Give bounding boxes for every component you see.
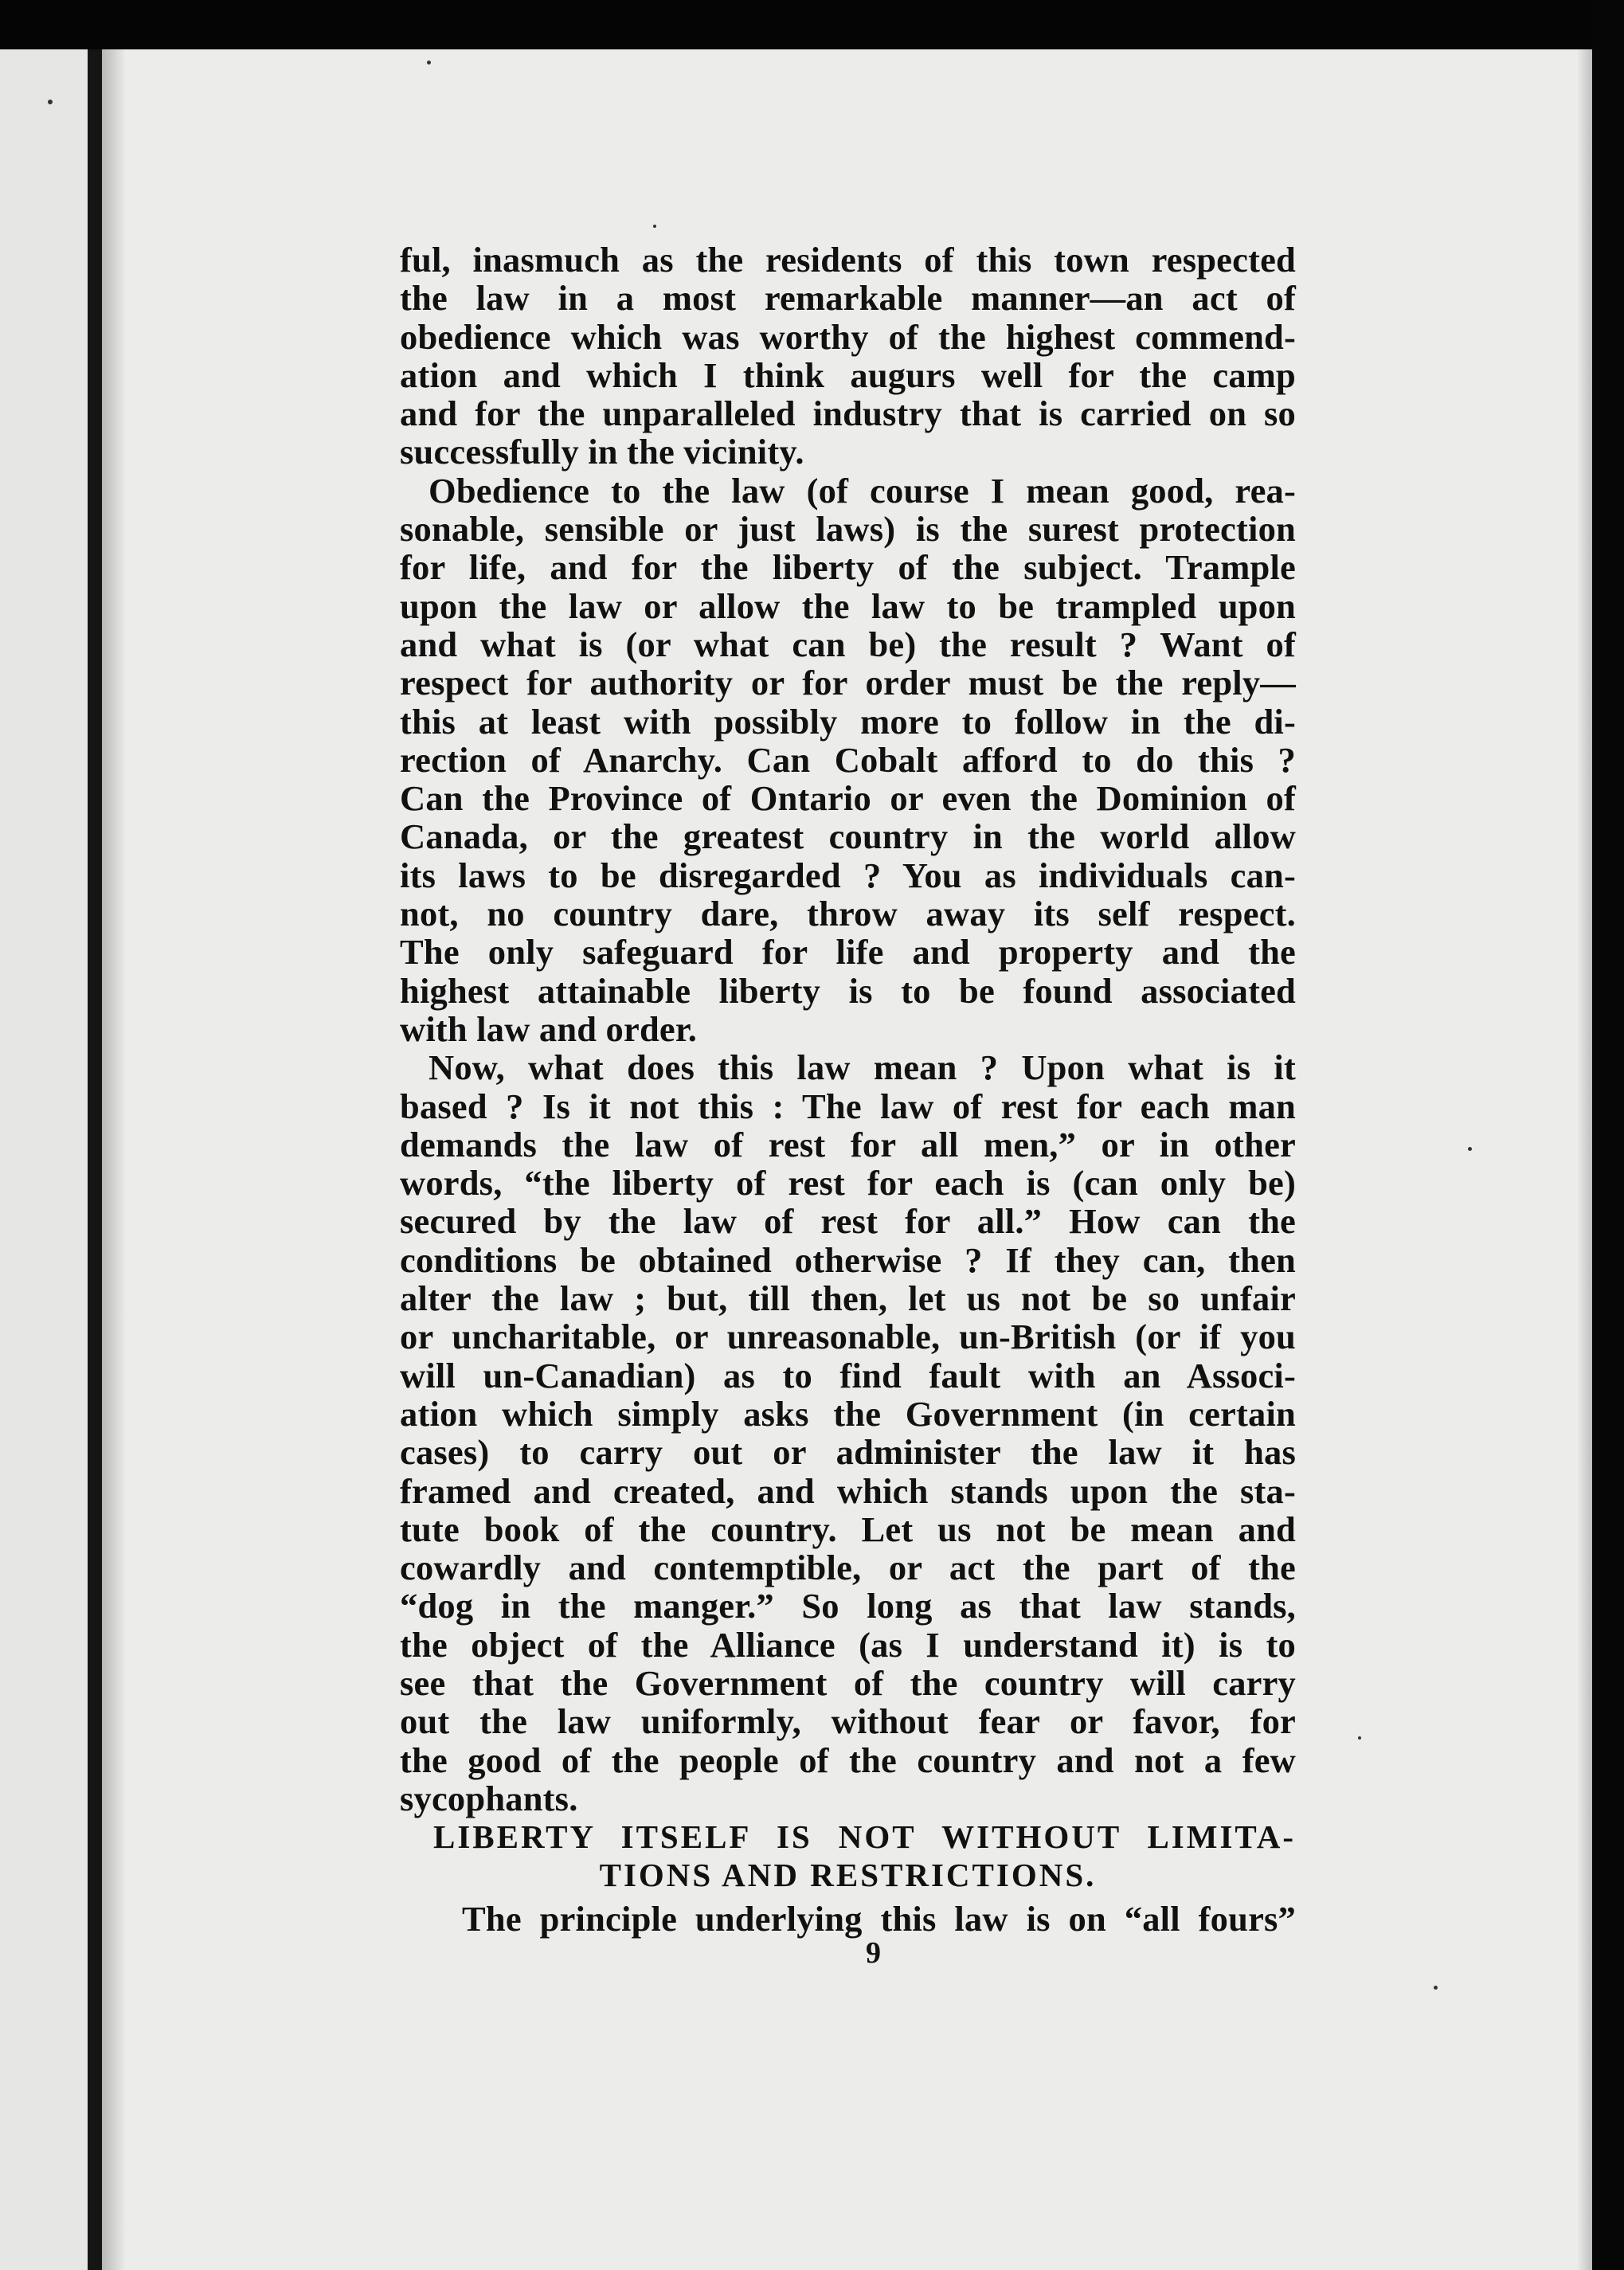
- text-line: will un-Canadian) as to find fault with an Associ-: [400, 1355, 1296, 1395]
- text-line: see that the Government of the country will carry: [400, 1662, 1296, 1703]
- text-line: for life, and for the liberty of the subject. Trample: [400, 547, 1296, 588]
- text-line: ation and which I think augurs well for the camp: [400, 354, 1296, 395]
- text-line: tute book of the country. Let us not be mean and: [400, 1509, 1296, 1549]
- text-line: ful, inasmuch as the residents of this town respected: [400, 240, 1296, 280]
- heading-line: TIONS AND RESTRICTIONS.: [599, 1857, 1097, 1894]
- speck: [1468, 1147, 1472, 1151]
- text-line: the law in a most remarkable manner—an act of: [400, 278, 1296, 319]
- speck: [427, 61, 431, 65]
- heading-line: LIBERTY ITSELF IS NOT WITHOUT LIMITA-: [433, 1818, 1296, 1856]
- text-line: successfully in the vicinity.: [400, 432, 804, 472]
- text-line: and for the unparalleled industry that is carried on so: [400, 393, 1296, 434]
- text-line: or uncharitable, or unreasonable, un-British (or if you: [400, 1317, 1296, 1357]
- text-line: demands the law of rest for all men,” or in other: [400, 1124, 1296, 1164]
- text-line: Now, what does this law mean ? Upon what is it: [429, 1047, 1296, 1088]
- paragraph-1: [400, 241, 1296, 472]
- text-line: sycophants.: [400, 1778, 578, 1818]
- text-line: highest attainable liberty is to be found associated: [400, 970, 1296, 1011]
- text-line: The principle underlying this law is on “all fours”: [462, 1898, 1296, 1939]
- text-line: framed and created, and which stands upon the sta-: [400, 1470, 1296, 1511]
- page-text: [400, 241, 1296, 1938]
- text-line: with law and order.: [400, 1008, 698, 1049]
- text-line: ation which simply asks the Government (in certain: [400, 1393, 1296, 1434]
- paragraph-2: [400, 472, 1296, 1048]
- text-line: The only safeguard for life and property and the: [400, 932, 1296, 973]
- speck: [48, 100, 53, 104]
- text-line: this at least with possibly more to follow in the di-: [400, 701, 1296, 742]
- page-number: 9: [866, 1936, 881, 1970]
- speck: [1358, 1736, 1361, 1740]
- text-line: its laws to be disregarded ? You as individuals can-: [400, 855, 1296, 895]
- page-edge-shadow: [1577, 49, 1593, 2270]
- spine-shadow: [102, 49, 126, 2270]
- text-line: cases) to carry out or administer the law it has: [400, 1432, 1296, 1473]
- text-line: words, “the liberty of rest for each is (can only be): [400, 1163, 1296, 1203]
- text-line: “dog in the manger.” So long as that law stands,: [400, 1586, 1296, 1626]
- scan-border-right: [1592, 0, 1624, 2270]
- text-line: conditions be obtained otherwise ? If they can, then: [400, 1239, 1296, 1280]
- text-line: Canada, or the greatest country in the world allow: [400, 816, 1296, 857]
- text-line: sonable, sensible or just laws) is the surest protection: [400, 509, 1296, 550]
- text-line: and what is (or what can be) the result ? Want of: [400, 624, 1296, 664]
- text-line: based ? Is it not this : The law of rest for each man: [400, 1086, 1296, 1126]
- text-line: alter the law ; but, till then, let us not be so unfair: [400, 1278, 1296, 1319]
- text-line: cowardly and contemptible, or act the part of the: [400, 1548, 1296, 1588]
- text-line: not, no country dare, throw away its self respect.: [400, 894, 1296, 934]
- speck: [653, 225, 656, 228]
- scan-border-top: [0, 0, 1624, 56]
- speck: [1434, 1986, 1438, 1990]
- text-line: secured by the law of rest for all.” How can the: [400, 1201, 1296, 1242]
- text-line: Can the Province of Ontario or even the Dominion of: [400, 778, 1296, 819]
- text-line: respect for authority or for order must be the reply—: [400, 663, 1296, 703]
- text-line: upon the law or allow the law to be trampled upon: [400, 585, 1296, 626]
- paragraph-3: [400, 1048, 1296, 1818]
- text-line: out the law uniformly, without fear or favor, for: [400, 1701, 1296, 1742]
- text-line: the object of the Alliance (as I understand it) is to: [400, 1624, 1296, 1665]
- text-line: the good of the people of the country and not a few: [400, 1740, 1296, 1780]
- section-heading: [400, 1818, 1296, 1895]
- page-spine: [88, 49, 102, 2270]
- left-margin: [0, 49, 88, 2270]
- text-line: obedience which was worthy of the highest commend-: [400, 316, 1296, 357]
- text-line: Obedience to the law (of course I mean good, rea-: [429, 470, 1296, 511]
- paragraph-4: [400, 1900, 1296, 1938]
- text-line: rection of Anarchy. Can Cobalt afford to do this ?: [400, 739, 1296, 780]
